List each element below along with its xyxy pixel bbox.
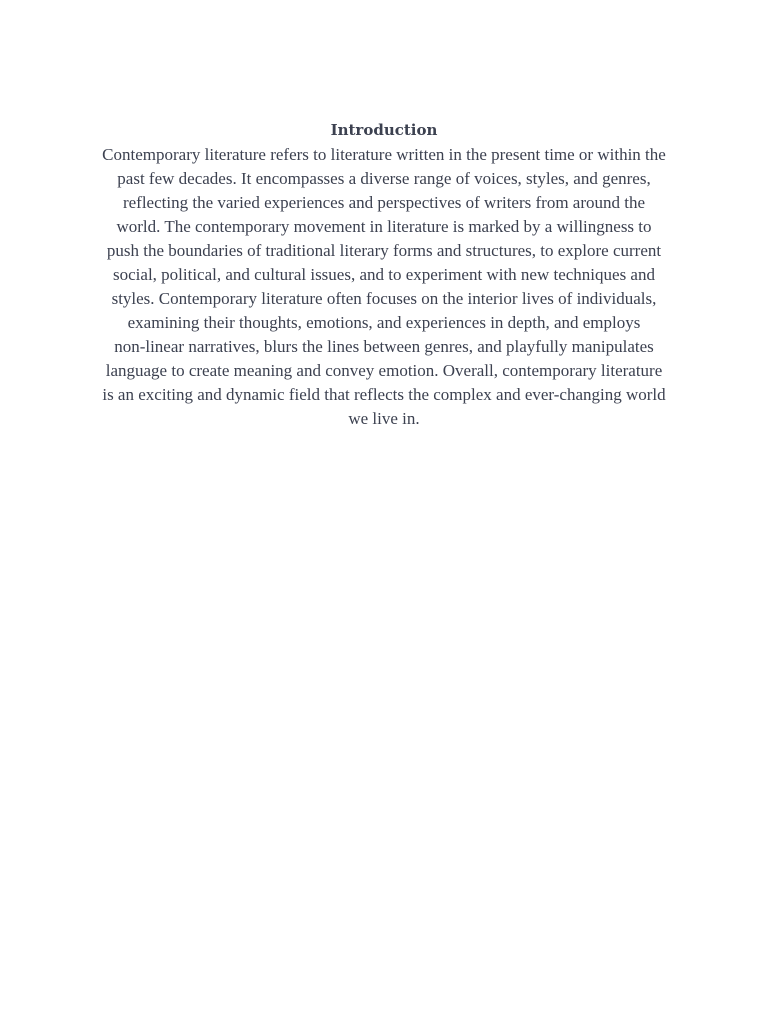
body-line: styles. Contemporary literature often focuses on the interior lives of individuals, — [111, 289, 657, 308]
body-line: is an exciting and dynamic field that reflects the complex and ever-changing world — [102, 385, 666, 404]
body-line: social, political, and cultural issues, and to experiment with new techniques and — [113, 265, 655, 284]
body-line: past few decades. It encompasses a diverse range of voices, styles, and genres, — [117, 169, 651, 188]
body-line: push the boundaries of traditional literary forms and structures, to explore current — [106, 241, 662, 260]
body-line: language to create meaning and convey emotion. Overall, contemporary literature — [105, 361, 663, 380]
page-title: Introduction — [330, 121, 438, 139]
body-line: non-linear narratives, blurs the lines between genres, and playfully manipulates — [114, 337, 654, 356]
body-line: examining their thoughts, emotions, and experiences in depth, and employs — [127, 313, 641, 332]
body-line: world. The contemporary movement in literature is marked by a willingness to — [116, 217, 652, 236]
body-line: Contemporary literature refers to literature written in the present time or within the — [102, 145, 666, 164]
body-line: we live in. — [348, 409, 420, 428]
body-line: reflecting the varied experiences and perspectives of writers from around the — [122, 193, 646, 212]
body-paragraph — [0, 143, 768, 431]
